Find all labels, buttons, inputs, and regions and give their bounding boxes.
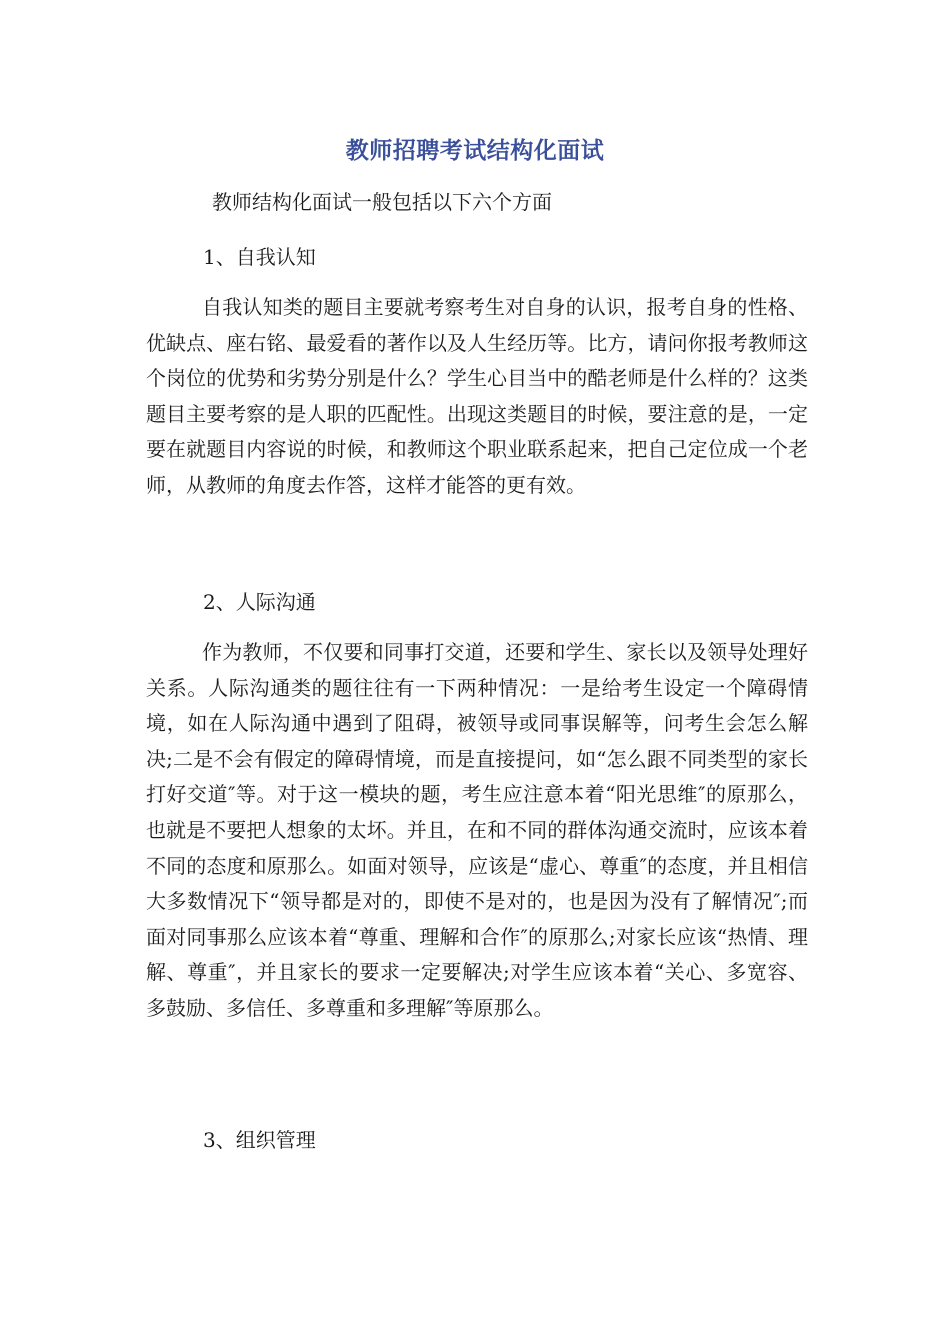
intro-line: 教师结构化面试一般包括以下六个方面 [212,190,552,214]
section-heading-communication: 2、人际沟通 [203,590,316,614]
section-heading-self-awareness: 1、自我认知 [203,245,316,269]
document-title: 教师招聘考试结构化面试 [345,138,605,164]
section-heading-organization: 3、组织管理 [203,1128,316,1152]
section-body-self-awareness: 自我认知类的题目主要就考察考生对自身的认识，报考自身的性格、优缺点、座右铭、最爱看的著作以及人生经历等。比方，请问你报考教师这个岗位的优势和劣势分别是什么？学生心目当中的酷老师是什么样的？这类题目主要考察的是人职的匹配性。出现这类题目的时候，要注意的是，一定要在就题目内容说的时候，和教师这个职业联系起来，把自己定位成一个老师，从教师的角度去作答，这样才能答的更有效。 [146,295,808,497]
section-body-communication: 作为教师，不仅要和同事打交道，还要和学生、家长以及领导处理好关系。人际沟通类的题往往有一下两种情况：一是给考生设定一个障碍情境，如在人际沟通中遇到了阻碍，被领导或同事误解等，问考生会怎么解决;二是不会有假定的障碍情境，而是直接提问，如“怎么跟不同类型的家长打好交道″等。对于这一模块的题，考生应注意本着“阳光思维″的原那么，也就是不要把人想象的太坏。并且，在和不同的群体沟通交流时，应该本着不同的态度和原那么。如面对领导，应该是“虚心、尊重″的态度，并且相信大多数情况下“领导都是对的，即使不是对的，也是因为没有了解情况″;而面对同事那么应该本着“尊重、理解和合作″的原那么;对家长应该“热情、理解、尊重″，并且家长的要求一定要解决;对学生应该本着“关心、多宽容、多鼓励、多信任、多尊重和多理解″等原那么。 [146,640,808,1020]
